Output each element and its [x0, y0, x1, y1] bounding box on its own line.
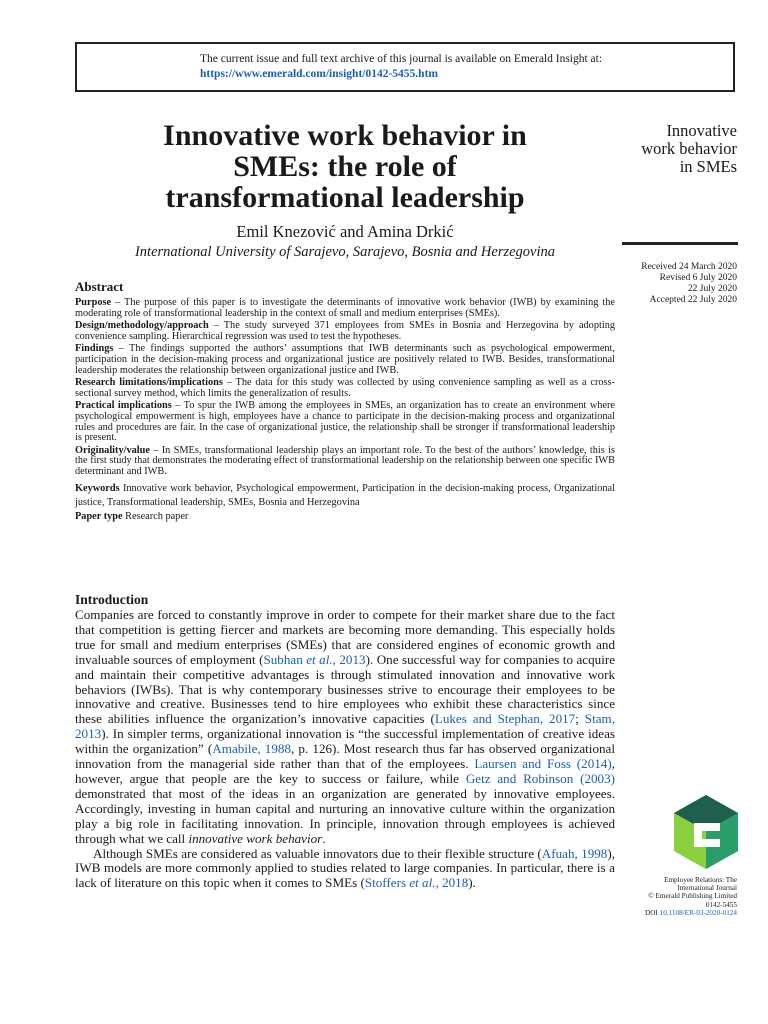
- journal-url-link[interactable]: https://www.emerald.com/insight/0142-5455.htm: [200, 68, 438, 80]
- doi: [645, 909, 737, 917]
- paper-type: [75, 512, 615, 523]
- body-text: ), IWB models are more commonly applied to studies related to large companies. In particular, there is a lack of literature on this topic when it comes to SMEs (: [75, 845, 615, 891]
- article-title: [80, 120, 610, 213]
- citation-link[interactable]: Getz and Robinson (2003): [465, 770, 615, 786]
- abstract-label: Practical implications: [75, 399, 172, 411]
- abstract-label: Design/methodology/approach: [75, 319, 209, 331]
- authors: Emil Knezović and Amina Drkić: [236, 222, 454, 241]
- issn: 0142-5455: [705, 900, 737, 909]
- abstract-label: Findings: [75, 342, 114, 354]
- citation-link[interactable]: Stam, 2013: [75, 711, 615, 742]
- citation-author: Stoffers: [364, 875, 410, 891]
- citation-author: Subhan: [263, 651, 307, 667]
- body-text: Companies are forced to constantly improve in order to compete for their market share due to the fact that competition is getting fiercer and markets are becoming more demanding. This especially holds true for small and medium enterprises (SMEs) that are considered engines of economic growth and invaluable sources of employment (: [75, 607, 615, 667]
- introduction-heading: Introduction: [75, 592, 149, 607]
- paper-type-text: Research paper: [122, 510, 189, 522]
- margin-rule: [622, 242, 738, 245]
- citation-etal: et al.: [306, 651, 333, 667]
- date-revised: Revised 6 July 2020: [659, 273, 737, 283]
- emerald-logo-icon: [672, 793, 740, 871]
- journal-info: [645, 876, 737, 917]
- paper-type-label: Paper type: [75, 510, 123, 522]
- date-accepted: Accepted 22 July 2020: [649, 295, 737, 305]
- citation-etal: et al.: [409, 875, 436, 891]
- title-line: Innovative work behavior in: [163, 119, 527, 152]
- journal-name: Employee Relations: The: [664, 876, 737, 884]
- date-revised-2: 22 July 2020: [687, 284, 737, 294]
- citation-link[interactable]: [365, 875, 468, 890]
- abstract-design: [75, 321, 615, 343]
- body-text: Although SMEs are considered as valuable innovators due to their flexible structure (: [93, 845, 542, 861]
- abstract-text: – To spur the IWB among the employees in SMEs, an organization has to create an environment where psychological empowerment is high, employees have a chance to participate in the decision-making process and organizational rules and procedures are fair. In the case of organizational justice, the relationship shall be stronger if transformational leadership is present.: [75, 399, 615, 444]
- title-line: transformational leadership: [165, 181, 525, 214]
- emphasis-text: innovative work behavior: [188, 830, 323, 846]
- intro-paragraph-1: [75, 608, 615, 847]
- keywords: [75, 482, 615, 510]
- abstract-text: – In SMEs, transformational leadership plays an important role. To the best of the authors’ knowledge, this is the first study that demonstrates the moderating effect of transformational leadership on the relationship between one specific IWB determinant and IWB.: [75, 444, 615, 478]
- citation-link[interactable]: Amabile, 1988: [212, 741, 291, 757]
- abstract-text: – The study surveyed 371 employees from SMEs in Bosnia and Herzegovina by adopting convenience sampling. Hierarchical regression was used to test the hypotheses.: [75, 319, 615, 342]
- abstract-findings: [75, 344, 615, 376]
- running-head-line: in SMEs: [679, 157, 737, 176]
- abstract-text: – The findings supported the authors’ assumptions that IWB determinants such as psychological empowerment, participation in the decision-making process and organizational justice are positively related to IWB. Besides, transformational leadership moderates the relationship between organizational justice and IWB.: [75, 342, 615, 376]
- abstract-limitations: [75, 378, 615, 400]
- doi-label: DOI: [645, 908, 660, 917]
- journal-access-line: The current issue and full text archive of this journal is available on Emerald Insight at:: [200, 53, 603, 65]
- doi-link[interactable]: 10.1108/ER-03-2020-0124: [659, 908, 737, 917]
- abstract-practical: [75, 401, 615, 444]
- keywords-text: Innovative work behavior, Psychological empowerment, Participation in the decision-making process, Organizational justice, Transformational leadership, SMEs, Bosnia and Herzegovina: [75, 483, 615, 509]
- abstract-text: – The purpose of this paper is to investigate the determinants of innovative work behavior (IWB) by examining the moderating role of transformational leadership in the context of small and medium enterprises (SMEs).: [75, 296, 615, 319]
- abstract-section: [75, 279, 615, 524]
- citation-link[interactable]: [263, 652, 365, 667]
- citation-link[interactable]: Lukes and Stephan, 2017: [434, 711, 576, 727]
- title-line: SMEs: the role of: [233, 150, 457, 183]
- citation-year: , 2013: [332, 651, 366, 667]
- citation-link[interactable]: Afuah, 1998: [541, 845, 608, 861]
- introduction-section: [75, 592, 615, 891]
- abstract-label: Purpose: [75, 296, 112, 308]
- body-text: ;: [575, 711, 585, 727]
- body-text: ). One successful way for companies to acquire and maintain their competitive advantages is through stimulated innovation and innovative work behaviors (IWBs). That is why contemporary businesses strive to encourage their employees to be innovative and creative. Businesses tend to hire employees who exhibit these characteristics since these abilities influence the organization’s innovative capacities (: [75, 651, 616, 727]
- publisher: © Emerald Publishing Limited: [648, 892, 737, 901]
- journal-name-2: International Journal: [677, 884, 737, 893]
- body-text: ).: [468, 875, 476, 891]
- journal-access-text: [200, 52, 602, 82]
- journal-access-box: [75, 42, 735, 92]
- abstract-originality: [75, 446, 615, 478]
- abstract-heading: Abstract: [75, 279, 124, 294]
- running-head: [641, 122, 737, 176]
- citation-link[interactable]: Laursen and Foss (2014): [474, 756, 612, 772]
- body-text: demonstrated that most of the ideas in an organization are generated by innovative employees. Accordingly, investing in human capital and nurturing an innovative culture within the organization play a big role in facilitating innovation. In principle, innovation through employees is achieved through what we call: [75, 785, 615, 846]
- date-received: Received 24 March 2020: [641, 262, 737, 272]
- citation-year: , 2018: [435, 875, 469, 891]
- affiliation: International University of Sarajevo, Sarajevo, Bosnia and Herzegovina: [134, 244, 556, 260]
- abstract-label: Research limitations/implications: [75, 376, 223, 388]
- article-dates: [641, 262, 737, 306]
- running-head-line: work behavior: [641, 139, 737, 158]
- abstract-label: Originality/value: [75, 444, 150, 456]
- running-head-line: Innovative: [666, 121, 737, 140]
- abstract-purpose: [75, 298, 615, 320]
- keywords-label: Keywords: [75, 483, 120, 495]
- abstract-text: – The data for this study was collected by using convenience sampling as well as a cross-sectional survey method, which limits the generalization of results.: [75, 376, 615, 399]
- body-text: ). In simpler terms, organizational innovation is “the successful implementation of creative ideas within the organization” (: [75, 726, 615, 757]
- body-text: , p. 126). Most research thus far has observed organizational innovation from the managerial side rather than that of the employees.: [75, 741, 615, 772]
- body-text: , however, argue that people are the key to success or failure, while: [75, 756, 615, 786]
- body-text: .: [322, 830, 326, 846]
- intro-paragraph-2: [75, 847, 615, 892]
